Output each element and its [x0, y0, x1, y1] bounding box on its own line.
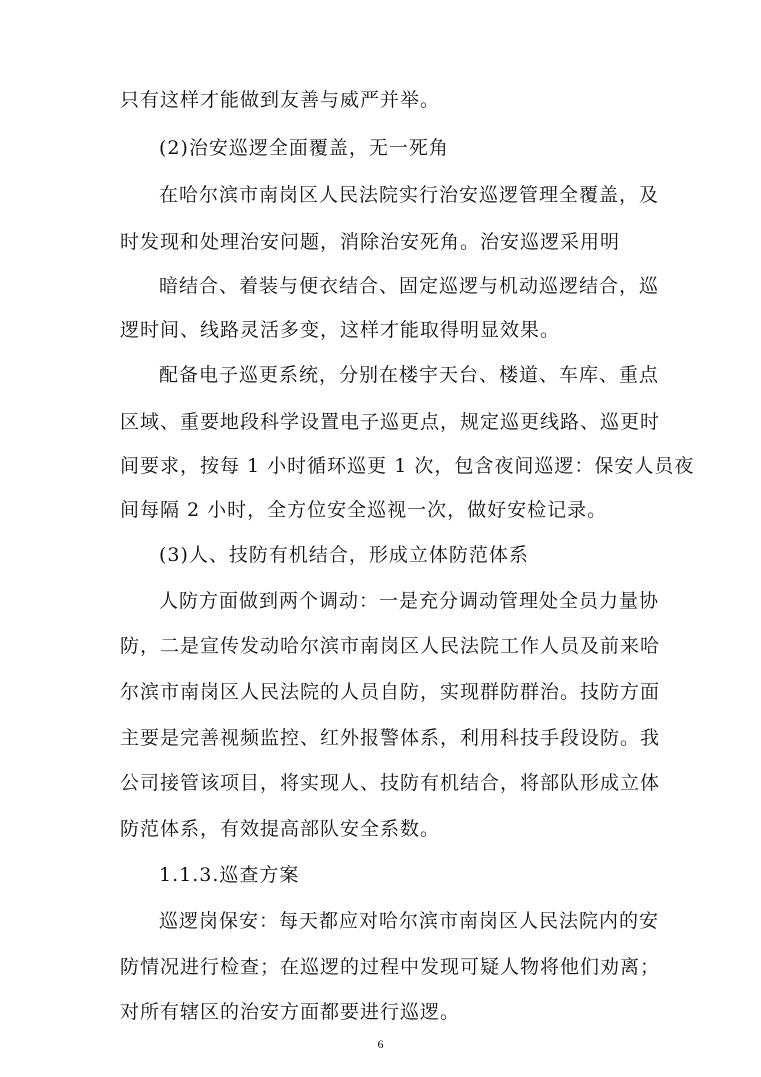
text-line: 公司接管该项目，将实现人、技防有机结合，将部队形成立体 — [120, 772, 661, 794]
text-line: 间每隔 2 小时，全方位安全巡视一次，做好安检记录。 — [120, 499, 608, 521]
text-line: 配备电子巡更系统，分别在楼宇天台、楼道、车库、重点 — [159, 364, 660, 386]
text-line: 在哈尔滨市南岗区人民法院实行治安巡逻管理全覆盖，及 — [159, 184, 660, 206]
text-line: 区域、重要地段科学设置电子巡更点，规定巡更线路、巡更时 — [120, 411, 661, 433]
section-heading: 1.1.3.巡查方案 — [159, 864, 300, 886]
text-line: 对所有辖区的治安方面都要进行巡逻。 — [120, 1001, 461, 1023]
page-number: 6 — [377, 1037, 384, 1051]
text-line: 尔滨市南岗区人民法院的人员自防，实现群防群治。技防方面 — [120, 681, 661, 703]
section-heading: (2)治安巡逻全面覆盖，无一死角 — [159, 137, 449, 159]
text-line: 时发现和处理治安问题，消除治安死角。治安巡逻采用明 — [120, 231, 621, 253]
text-line: 主要是完善视频监控、红外报警体系，利用科技手段设防。我 — [120, 727, 661, 749]
text-line: 人防方面做到两个调动：一是充分调动管理处全员力量协 — [159, 590, 660, 612]
text-line: 暗结合、着装与便衣结合、固定巡逻与机动巡逻结合，巡 — [159, 275, 660, 297]
text-line: 防范体系，有效提高部队安全系数。 — [120, 818, 441, 840]
text-line: 防，二是宣传发动哈尔滨市南岗区人民法院工作人员及前来哈 — [120, 635, 661, 657]
text-line: 只有这样才能做到友善与威严并举。 — [120, 89, 441, 111]
text-line: 巡逻岗保安：每天都应对哈尔滨市南岗区人民法院内的安 — [159, 910, 660, 932]
section-heading: (3)人、技防有机结合，形成立体防范体系 — [159, 544, 529, 566]
text-line: 间要求，按每 1 小时循环巡更 1 次，包含夜间巡逻：保安人员夜 — [120, 455, 695, 477]
text-line: 逻时间、线路灵活多变，这样才能取得明显效果。 — [120, 319, 561, 341]
text-line: 防情况进行检查；在巡逻的过程中发现可疑人物将他们劝离； — [120, 956, 661, 978]
